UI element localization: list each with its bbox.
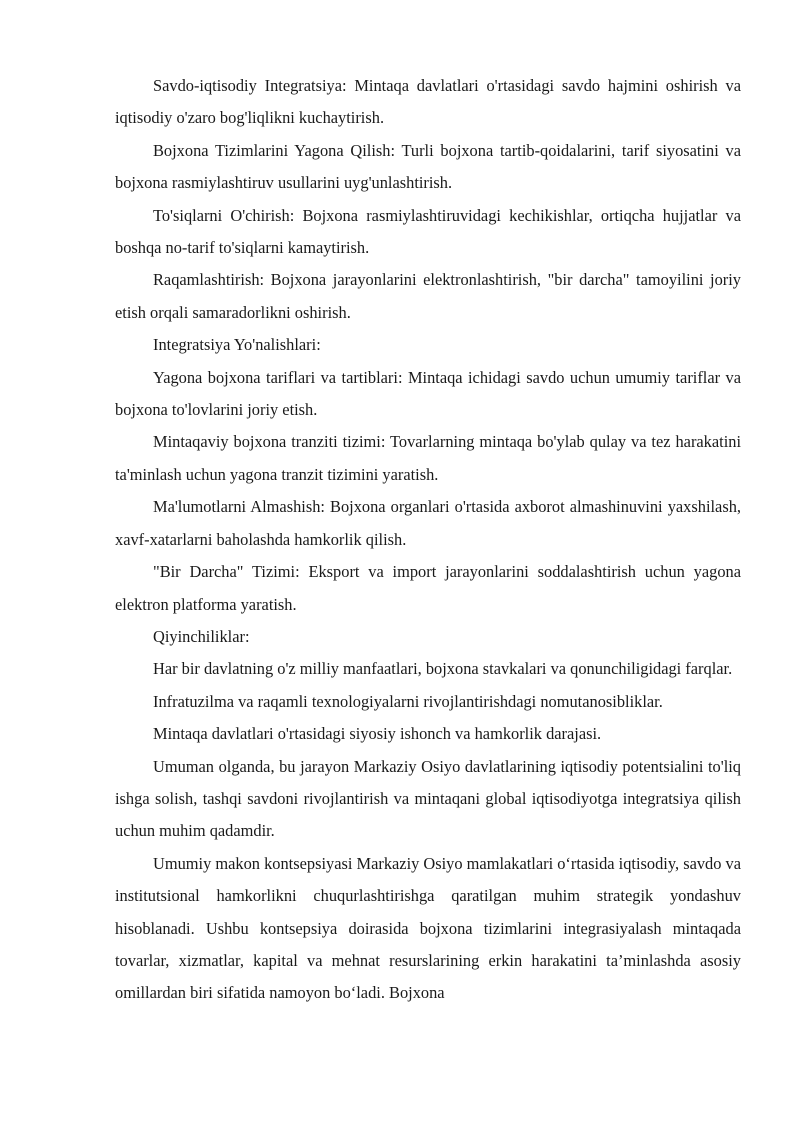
paragraph-savdo-integratsiya: Savdo-iqtisodiy Integratsiya: Mintaqa davlatlari o'rtasidagi savdo hajmini oshirish va iqtisodiy o'zaro bog'liqlikni kuchaytirish. [115,76,741,128]
paragraph-infratuzilma: Infratuzilma va raqamli texnologiyalarni rivojlantirishdagi nomutanosibliklar. [153,691,663,711]
paragraph-umumiy-makon: Umumiy makon kontsepsiyasi Markaziy Osiyo mamlakatlari o‘rtasida iqtisodiy, savdo va institutsional hamkorlikni chuqurlashtirishga qaratilgan muhim strategik yondashuv hisoblanadi. Ushbu kontsepsiya doirasida bojxona tizimlarini integrasiyalash mintaqada tovarlar, xizmatlar, kapital va mehnat resurslarining erkin harakatini ta’minlashda asosiy omillardan biri sifatida namoyon bo‘ladi. Bojxona [115,853,741,1003]
paragraph-tranzit-tizimi: Mintaqaviy bojxona tranziti tizimi: Tovarlarning mintaqa bo'ylab qulay va tez harakatini ta'minlash uchun yagona tranzit tizimini yaratish. [115,432,741,484]
paragraph-milliy-manfaatlar: Har bir davlatning o'z milliy manfaatlari, bojxona stavkalari va qonunchiligidagi farqlar. [153,659,733,679]
paragraph-bir-darcha: "Bir Darcha" Tizimi: Eksport va import jarayonlarini soddalashtirish uchun yagona elektron platforma yaratish. [115,562,741,614]
document-page [115,70,741,1010]
paragraph-bojxona-tizimlari: Bojxona Tizimlarini Yagona Qilish: Turli bojxona tartib-qoidalarini, tarif siyosatini va bojxona rasmiylashtiruv usullarini uyg'unlashtirish. [115,140,741,193]
heading-qiyinchiliklar: Qiyinchiliklar: [153,626,250,646]
paragraph-raqamlashtirish: Raqamlashtirish: Bojxona jarayonlarini elektronlashtirish, "bir darcha" tamoyilini joriy etish orqali samaradorlikni oshirish. [115,270,741,322]
heading-integratsiya-yonalishlari: Integratsiya Yo'nalishlari: [153,335,321,355]
paragraph-malumot-almashish: Ma'lumotlarni Almashish: Bojxona organlari o'rtasida axborot almashinuvini yaxshilash, xavf-xatarlarni baholashda hamkorlik qilish. [115,497,741,549]
paragraph-yagona-tariflar: Yagona bojxona tariflari va tartiblari: Mintaqa ichidagi savdo uchun umumiy tariflar va bojxona to'lovlarini joriy etish. [115,367,741,420]
paragraph-tosiqlarni-ochirish: To'siqlarni O'chirish: Bojxona rasmiylashtiruvidagi kechikishlar, ortiqcha hujjatlar va boshqa no-tarif to'siqlarni kamaytirish. [115,205,741,258]
paragraph-siyosiy-ishonch: Mintaqa davlatlari o'rtasidagi siyosiy ishonch va hamkorlik darajasi. [153,724,602,744]
paragraph-umuman-olganda: Umuman olganda, bu jarayon Markaziy Osiyo davlatlarining iqtisodiy potentsialini to'liq ishga solish, tashqi savdoni rivojlantirish va mintaqani global iqtisodiyotga integratsiya qilish uchun muhim qadamdir. [115,756,741,841]
